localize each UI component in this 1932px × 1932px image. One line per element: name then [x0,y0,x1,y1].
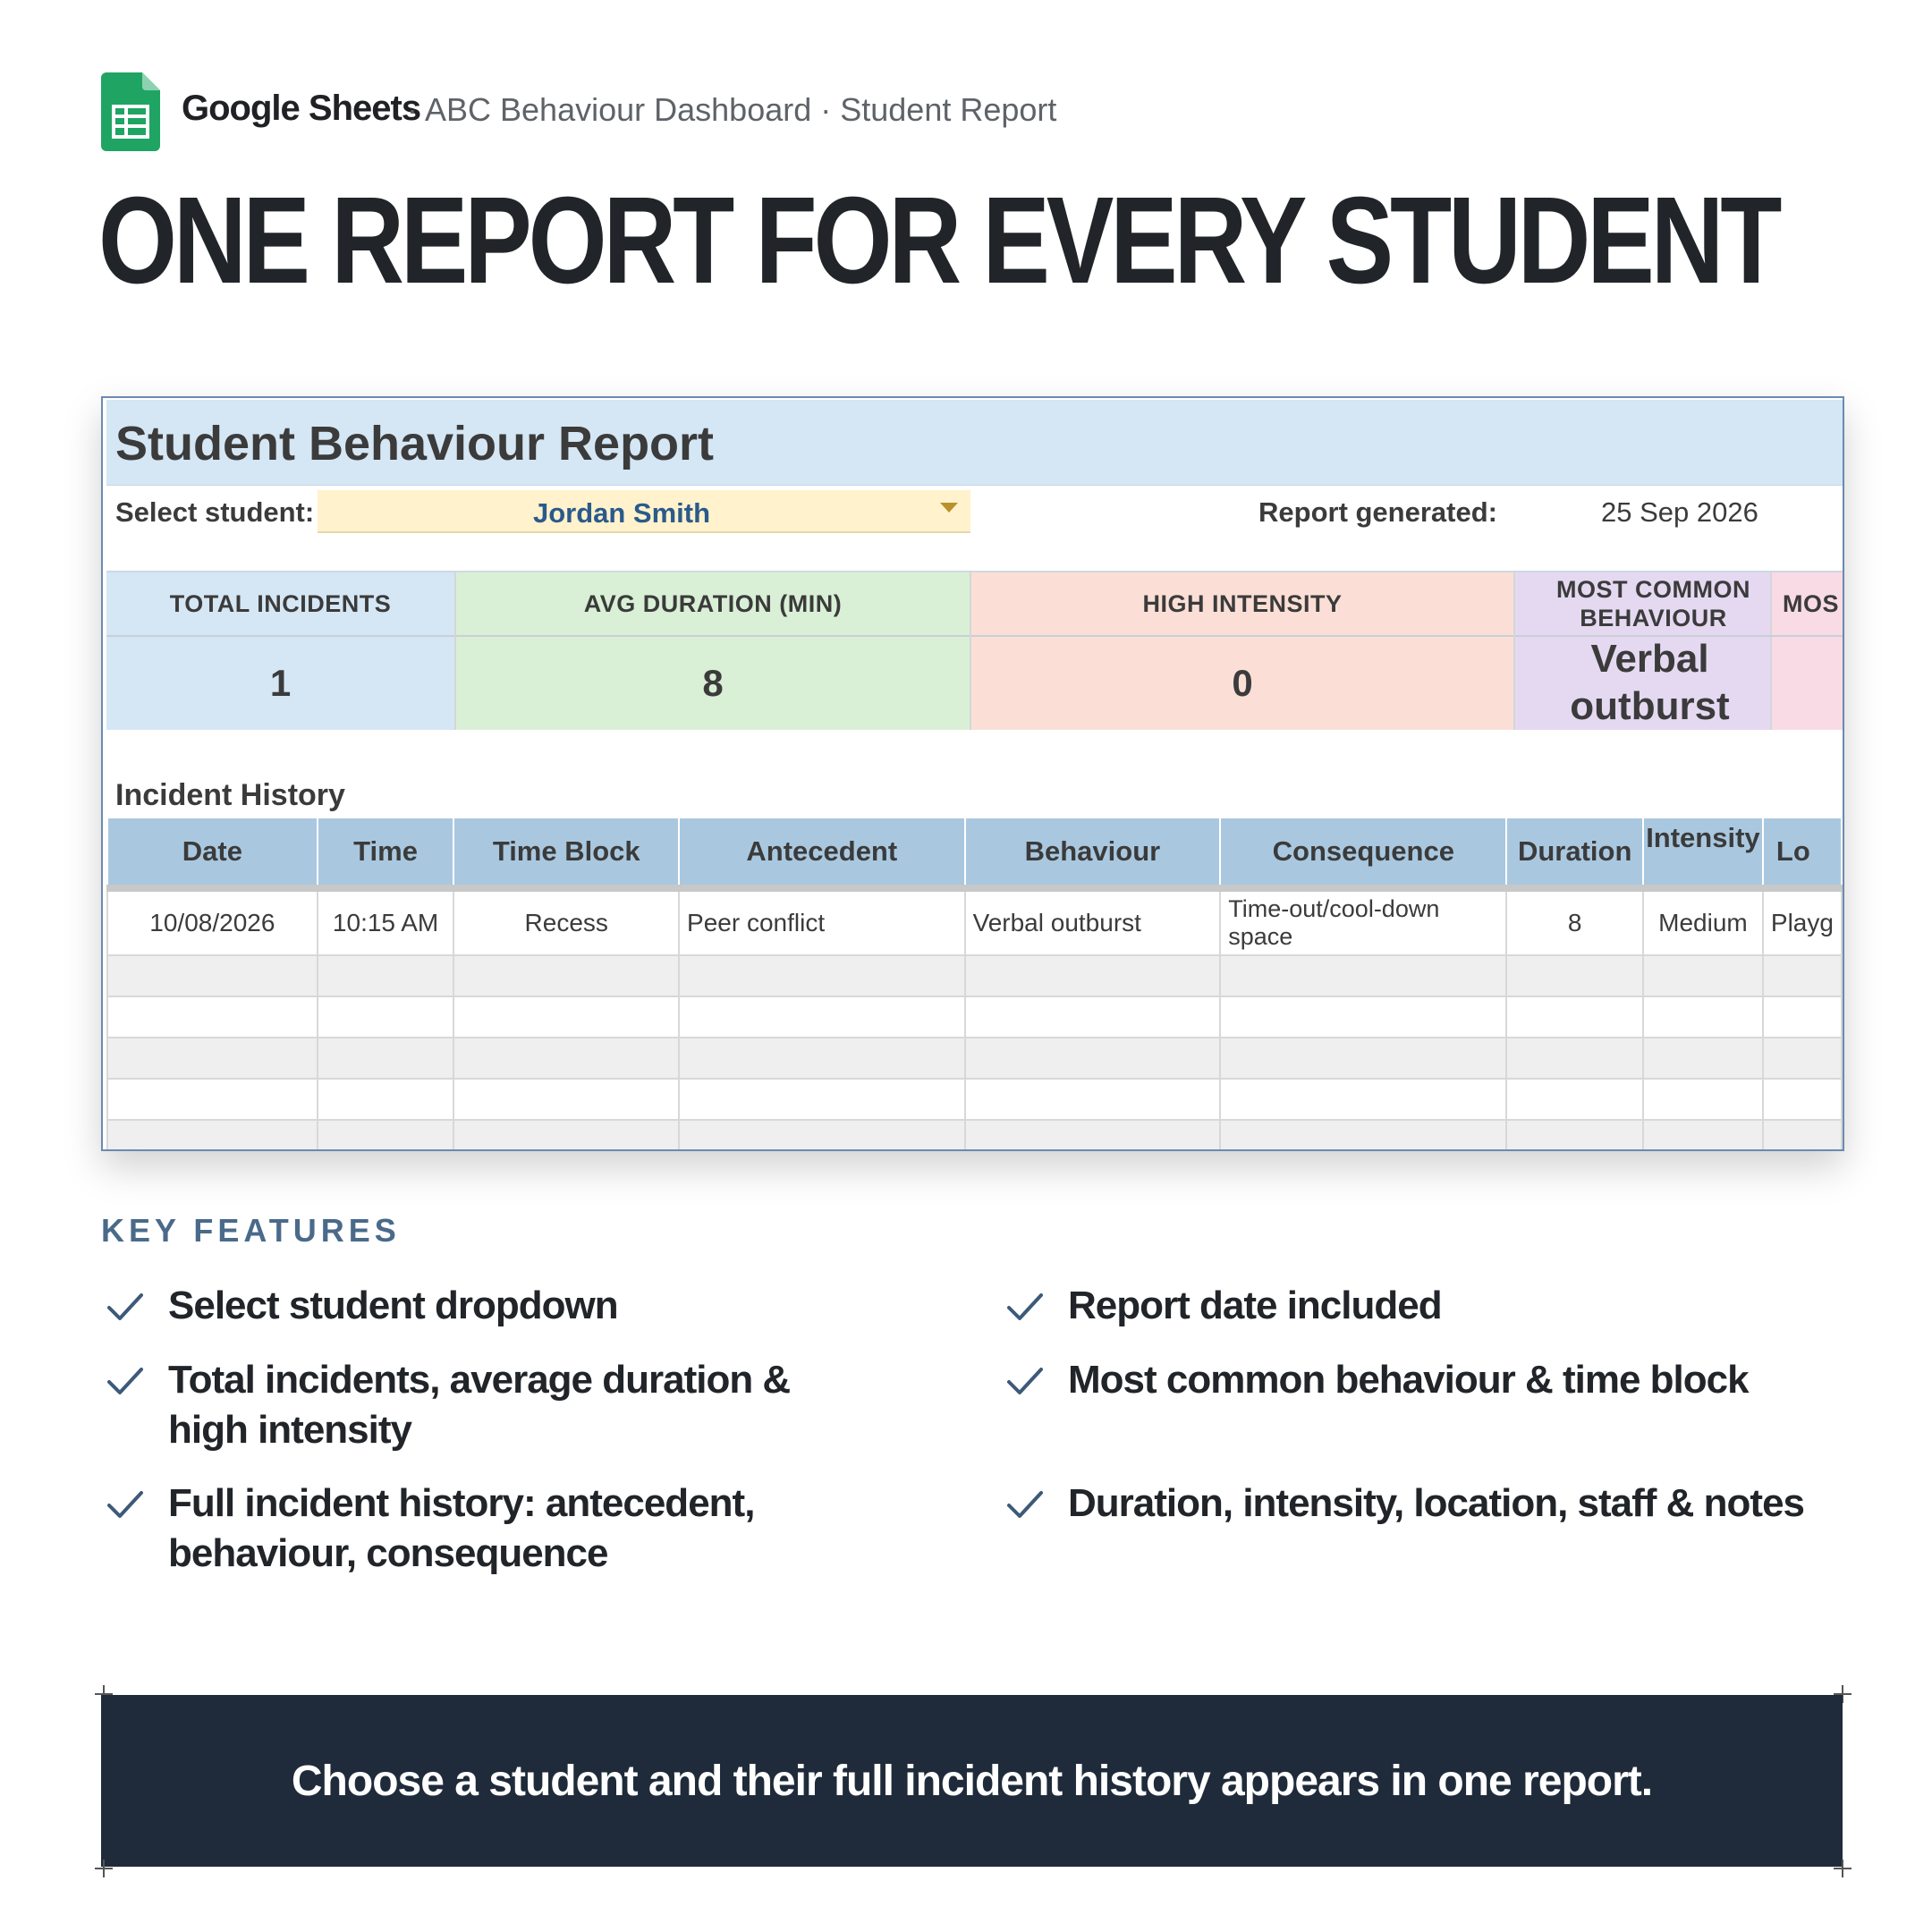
empty-cell[interactable] [1763,1079,1842,1120]
table-row [107,955,1842,996]
empty-cell[interactable] [1763,1120,1842,1151]
kpi-most-common-partial [1772,571,1844,730]
table-row [107,888,1842,955]
feature-item [106,1281,911,1331]
feature-text: Report date included [1068,1284,1442,1327]
empty-cell[interactable] [1763,1038,1842,1079]
empty-cell[interactable] [1763,996,1842,1038]
empty-cell[interactable] [1506,1120,1643,1151]
empty-cell[interactable] [679,1038,965,1079]
empty-cell[interactable] [107,955,318,996]
table-row [107,1038,1842,1079]
brand [101,72,160,151]
kpi-avg-duration [456,571,971,730]
kpi-total-incidents [106,571,456,730]
cell-time[interactable]: 10:15 AM [318,888,454,955]
empty-cell[interactable] [1763,955,1842,996]
kpi-value: Verbal outburst [1570,637,1730,728]
empty-cell[interactable] [1220,1079,1506,1120]
empty-cell[interactable] [453,1120,679,1151]
checkmark-icon [1005,1487,1045,1523]
empty-cell[interactable] [107,1120,318,1151]
empty-cell[interactable] [318,955,454,996]
feature-text: Total incidents, average duration & high intensity [168,1358,791,1452]
feature-item [1005,1355,1837,1405]
kpi-label: MOST COMMON BEHAVIOUR [1515,572,1792,637]
checkmark-icon [106,1364,145,1400]
student-dropdown[interactable] [318,490,970,533]
select-student-label: Select student: [115,496,315,528]
empty-cell[interactable] [965,1038,1221,1079]
incident-history-title: Incident History [115,778,345,812]
empty-cell[interactable] [318,996,454,1038]
cell-location[interactable]: Playg [1763,888,1842,955]
empty-cell[interactable] [1643,996,1763,1038]
feature-item [1005,1281,1837,1331]
empty-cell[interactable] [1506,955,1643,996]
sheet-title: Student Behaviour Report [115,417,715,470]
kpi-label: AVG DURATION (MIN) [456,572,970,637]
table-row [107,1079,1842,1120]
kpi-label: TOTAL INCIDENTS [106,572,454,637]
kpi-value: 8 [702,661,724,704]
checkmark-icon [1005,1364,1045,1400]
empty-cell[interactable] [1506,1079,1643,1120]
empty-cell[interactable] [1220,1038,1506,1079]
empty-cell[interactable] [679,996,965,1038]
feature-text: Most common behaviour & time block [1068,1358,1749,1402]
cell-consequence[interactable]: Time-out/cool-down space [1220,888,1506,955]
crop-mark [1842,1860,1843,1877]
feature-item [1005,1479,1837,1529]
cell-intensity[interactable]: Medium [1643,888,1763,955]
empty-cell[interactable] [318,1038,454,1079]
cell-date[interactable]: 10/08/2026 [107,888,318,955]
empty-cell[interactable] [318,1079,454,1120]
column-header[interactable]: Time Block [453,818,679,888]
empty-cell[interactable] [965,1079,1221,1120]
empty-cell[interactable] [1506,996,1643,1038]
page-headline: ONE REPORT FOR EVERY STUDENT [98,172,1779,309]
incident-history-table [106,817,1843,1151]
kpi-most-common-behaviour [1515,571,1772,730]
selected-student: Jordan Smith [532,497,711,529]
dropdown-arrow-icon[interactable] [940,503,958,513]
column-header[interactable]: Duration [1506,818,1643,888]
empty-cell[interactable] [679,1079,965,1120]
spreadsheet-screenshot [101,396,1844,1151]
empty-cell[interactable] [453,955,679,996]
feature-text: Duration, intensity, location, staff & notes [1068,1481,1805,1525]
empty-cell[interactable] [1220,1120,1506,1151]
kpi-label: MOS [1772,572,1844,637]
key-features-label: KEY FEATURES [101,1212,401,1249]
kpi-label: HIGH INTENSITY [971,572,1513,637]
empty-cell[interactable] [318,1120,454,1151]
empty-cell[interactable] [1506,1038,1643,1079]
column-header[interactable]: Lo [1763,818,1842,888]
column-header[interactable]: Consequence [1220,818,1506,888]
table-row [107,1120,1842,1151]
banner-text: Choose a student and their full incident history appears in one report. [291,1757,1653,1805]
kpi-value: 1 [269,661,292,704]
cell-antecedent[interactable]: Peer conflict [679,888,965,955]
empty-cell[interactable] [1643,1038,1763,1079]
empty-cell[interactable] [453,1079,679,1120]
column-header[interactable]: Antecedent [679,818,965,888]
footer-banner [101,1695,1843,1867]
kpi-high-intensity [971,571,1515,730]
feature-text: Select student dropdown [168,1284,618,1327]
table-row [107,996,1842,1038]
google-sheets-icon [101,72,160,151]
empty-cell[interactable] [679,1120,965,1151]
report-generated-date: 25 Sep 2026 [1601,496,1758,528]
empty-cell[interactable] [107,1079,318,1120]
checkmark-icon [1005,1290,1045,1326]
checkmark-icon [106,1290,145,1326]
brand-subtitle: · ABC Behaviour Dashboard · Student Report [407,91,1057,128]
kpi-value [1772,635,1844,732]
empty-cell[interactable] [965,996,1221,1038]
empty-cell[interactable] [965,955,1221,996]
cell-duration[interactable]: 8 [1506,888,1643,955]
empty-cell[interactable] [1643,1079,1763,1120]
brand-name: Google Sheets [182,89,421,128]
empty-cell[interactable] [453,1038,679,1079]
header-row [107,818,1842,888]
empty-cell[interactable] [965,1120,1221,1151]
column-header[interactable]: Intensity [1643,818,1763,888]
column-header[interactable]: Date [107,818,318,888]
empty-cell[interactable] [1220,996,1506,1038]
feature-item [106,1355,803,1455]
column-header[interactable]: Behaviour [965,818,1221,888]
empty-cell[interactable] [1220,955,1506,996]
cell-time-block[interactable]: Recess [453,888,679,955]
report-generated-label: Report generated: [1258,496,1497,528]
empty-cell[interactable] [107,996,318,1038]
crop-mark [103,1860,105,1877]
empty-cell[interactable] [1643,1120,1763,1151]
feature-item [106,1479,803,1579]
empty-cell[interactable] [1643,955,1763,996]
cell-behaviour[interactable]: Verbal outburst [965,888,1221,955]
kpi-value: 0 [1232,661,1253,704]
column-header[interactable]: Time [318,818,454,888]
feature-text: Full incident history: antecedent, behaviour, consequence [168,1481,755,1575]
empty-cell[interactable] [679,955,965,996]
empty-cell[interactable] [453,996,679,1038]
checkmark-icon [106,1487,145,1523]
empty-cell[interactable] [107,1038,318,1079]
